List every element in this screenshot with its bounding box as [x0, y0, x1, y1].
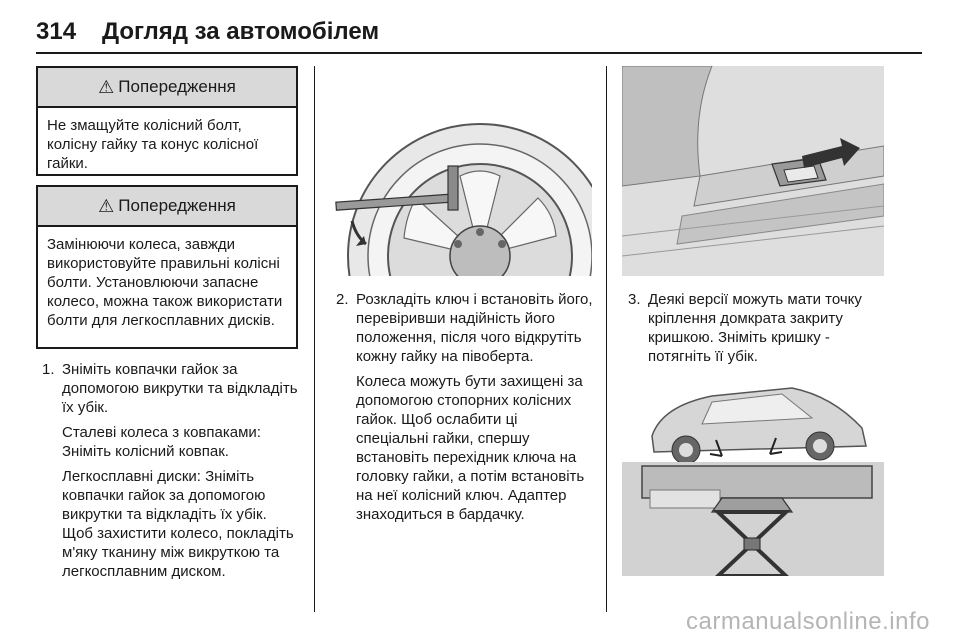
page-number: 314: [36, 18, 77, 45]
step-paragraph: Сталеві колеса з ковпаками: Зніміть колісний ковпак.: [62, 424, 261, 460]
warning-title: Попередження: [118, 196, 236, 215]
warning-box-2: [36, 185, 298, 349]
column-divider-left: [314, 66, 315, 612]
warning-text: Не змащуйте колісний болт, колісну гайку та конус колісної гайки.: [47, 117, 259, 172]
column-divider-right: [606, 66, 607, 612]
warning-triangle-icon: ⚠: [98, 195, 115, 216]
step-paragraph: Легкосплавні диски: Зніміть ковпачки гайок за допомогою викрутки та відкладіть їх убік. Щоб захистити колесо, покладіть м'яку тканину між викруткою та легкосплавним диском.: [62, 468, 294, 580]
page-title: Догляд за автомобілем: [102, 18, 380, 45]
step-number: 3.: [628, 291, 641, 308]
warning-header: [38, 68, 296, 108]
wheel-wrench-illustration: [330, 66, 592, 276]
warning-header: [38, 187, 296, 227]
step-text: Зніміть ковпачки гайок за допомогою викрутки та відкладіть їх убік.: [62, 361, 298, 416]
step-paragraph: Колеса можуть бути захищені за допомогою стопорних колісних гайок. Щоб ослабити ці спеціальні гайки, спершу встановіть перехідник ключа на головку гайки, а потім встановіть на неї колісний ключ. Адаптер знаходиться в бардачку.: [356, 373, 585, 523]
watermark: carmanualsonline.info: [686, 608, 930, 635]
step-text: Деякі версії можуть мати точку кріплення домкрата закриту кришкою. Зніміть кришку - потягніть її убік.: [648, 291, 862, 365]
step-1: [36, 360, 298, 581]
warning-text: Замінюючи колеса, завжди використовуйте правильні колісні болти. Установлюючи запасне колесо, можна також використати болти для легкосплавних дисків.: [47, 236, 283, 329]
step-number: 2.: [336, 291, 349, 308]
warning-title: Попередження: [118, 77, 236, 96]
step-text: Розкладіть ключ і встановіть його, перевіривши надійність його положення, після чого відкрутіть кожну гайку на півоберта.: [356, 291, 593, 365]
step-2: [330, 290, 594, 524]
warning-box-1: [36, 66, 298, 176]
step-3: [622, 290, 888, 366]
step-number: 1.: [42, 361, 55, 378]
header-rule: [36, 52, 922, 54]
warning-triangle-icon: ⚠: [98, 76, 115, 97]
car-jack-illustration: [622, 366, 884, 576]
jack-cover-illustration: [622, 66, 884, 276]
